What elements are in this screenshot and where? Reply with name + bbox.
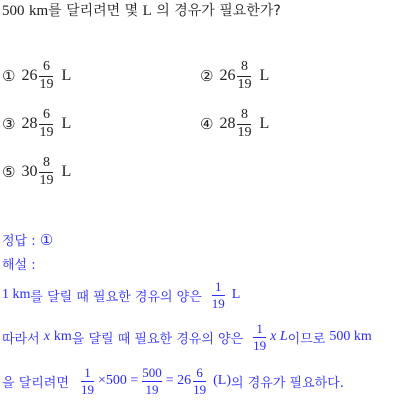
option-2-fraction xyxy=(237,60,251,92)
option-1-whole: 26 xyxy=(21,67,38,85)
solution-line-3-fraction-1 xyxy=(81,366,94,396)
solution-line-2-pre: 따라서 xyxy=(2,331,40,347)
option-2-unit: L xyxy=(259,67,270,85)
question-text xyxy=(2,0,281,20)
solution-line-2-km: km xyxy=(53,329,72,345)
option-4-fraction xyxy=(237,108,251,140)
solution-label: 해설 : xyxy=(2,258,36,273)
solution-line-1-numerator: 1 xyxy=(215,279,222,294)
solution-line-2-mid: 이므로 xyxy=(287,331,326,347)
solution-line-3-f2-denominator: 19 xyxy=(145,381,159,397)
solution-line-2-text: 을 달릴 때 필요한 경유의 양은 xyxy=(71,331,244,347)
question-text-end: 의 경유가 필요한가? xyxy=(156,3,281,19)
option-5-denominator: 19 xyxy=(39,172,54,188)
option-2[interactable] xyxy=(200,60,269,92)
question-text-mid: 를 달리려면 몇 xyxy=(48,3,139,19)
option-2-numerator: 8 xyxy=(240,59,248,74)
solution-line-1-denominator: 19 xyxy=(211,295,225,311)
option-4-numerator: 8 xyxy=(240,107,248,122)
solution-line-2-km2: 500 km xyxy=(329,329,372,345)
solution-line-1-unit: L xyxy=(231,287,241,303)
option-3-unit: L xyxy=(61,115,72,133)
solution-line-3-pre: 을 달리려면 xyxy=(2,375,69,391)
option-5-unit: L xyxy=(61,163,72,181)
option-1-denominator: 19 xyxy=(39,76,54,92)
option-5-mark: ⑤ xyxy=(2,163,16,182)
solution-line-3-f2-numerator: 500 xyxy=(142,365,162,380)
solution-line-2-fraction xyxy=(253,322,266,352)
option-1-mark: ① xyxy=(2,67,16,86)
option-1-unit: L xyxy=(61,67,72,85)
option-4[interactable] xyxy=(200,108,269,140)
option-3[interactable] xyxy=(2,108,71,140)
option-5-fraction xyxy=(39,156,53,188)
question-unit-km: km xyxy=(28,3,49,19)
option-1[interactable] xyxy=(2,60,71,92)
solution-line-3-f3-numerator: 6 xyxy=(196,365,203,380)
solution-line-1 xyxy=(2,280,240,310)
solution-line-1-text: 를 달릴 때 필요한 경유의 양은 xyxy=(30,289,202,305)
option-4-unit: L xyxy=(259,115,270,133)
option-1-fraction xyxy=(39,60,53,92)
option-4-denominator: 19 xyxy=(237,124,252,140)
option-5-numerator: 8 xyxy=(42,155,50,170)
question-unit-l: L xyxy=(142,3,152,19)
option-3-mark: ③ xyxy=(2,115,16,134)
option-4-mark: ④ xyxy=(200,115,214,134)
answer-line xyxy=(2,230,53,249)
solution-line-3-unit: (L) xyxy=(213,373,232,389)
option-5[interactable] xyxy=(2,156,71,188)
answer-value: ① xyxy=(39,231,54,249)
solution-line-3-f1-numerator: 1 xyxy=(84,365,91,380)
solution-line-3-times: ×500 = xyxy=(97,373,139,389)
option-3-denominator: 19 xyxy=(39,124,54,140)
option-3-whole: 28 xyxy=(21,115,38,133)
solution-line-2-expr: x L xyxy=(270,329,288,345)
solution-line-3-fraction-3 xyxy=(193,366,206,396)
option-3-numerator: 6 xyxy=(42,107,50,122)
option-5-whole: 30 xyxy=(21,163,38,181)
solution-line-2-denominator: 19 xyxy=(253,337,267,353)
option-3-fraction xyxy=(39,108,53,140)
solution-line-3-end: 의 경유가 필요하다. xyxy=(231,375,344,391)
solution-line-2-var: x xyxy=(43,329,50,345)
question-amount: 500 xyxy=(2,3,25,19)
solution-line-3-fraction-2 xyxy=(142,366,162,396)
option-2-whole: 26 xyxy=(219,67,236,85)
solution-line-3-f1-denominator: 19 xyxy=(80,381,94,397)
solution-line-1-km: 1 km xyxy=(2,287,31,303)
option-4-whole: 28 xyxy=(219,115,236,133)
solution-line-2 xyxy=(2,322,372,352)
solution-line-1-fraction xyxy=(212,280,225,310)
solution-line-3-f3-denominator: 19 xyxy=(193,381,207,397)
answer-label: 정답 : xyxy=(2,234,36,249)
solution-line-3-eq: = 26 xyxy=(165,373,192,389)
solution-line-3 xyxy=(2,366,344,396)
option-2-denominator: 19 xyxy=(237,76,252,92)
option-2-mark: ② xyxy=(200,67,214,86)
option-1-numerator: 6 xyxy=(42,59,50,74)
solution-line-2-numerator: 1 xyxy=(256,321,263,336)
